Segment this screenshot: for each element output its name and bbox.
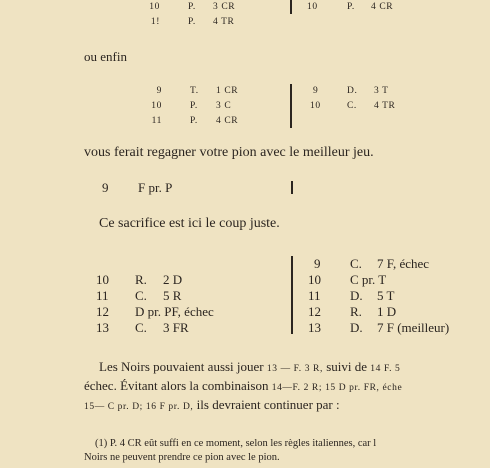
column-divider — [291, 181, 293, 194]
move-number: 10 — [151, 101, 162, 111]
move-square: 7 F, échec — [377, 256, 430, 271]
move-square: 4 TR — [374, 101, 396, 111]
move-piece: C. — [350, 256, 362, 271]
move-square: 3 FR — [163, 320, 189, 335]
move-square: 4 CR — [371, 2, 394, 12]
move-piece: P. — [190, 101, 198, 111]
move-square: 7 F (meilleur) — [377, 320, 450, 335]
move-number: 12 — [308, 304, 321, 319]
move-square: 4 TR — [213, 17, 235, 27]
move-piece: P. — [190, 116, 198, 126]
paragraph-line — [84, 397, 340, 413]
move-number: 10 — [307, 2, 318, 12]
paragraph-line — [99, 359, 400, 375]
move-number: 11 — [308, 288, 321, 303]
text-ou-enfin: ou enfin — [84, 49, 127, 64]
paragraph-notation: 13 — F. 3 R, — [266, 364, 323, 374]
move-number: 10 — [149, 2, 160, 12]
paragraph-text: ils devraient continuer par : — [193, 397, 340, 412]
move-piece: R. — [135, 272, 147, 287]
move-piece: C. — [135, 320, 147, 335]
column-divider — [290, 84, 292, 128]
column-divider — [290, 0, 292, 14]
move-piece: D. — [350, 288, 363, 303]
move-piece: T. — [190, 86, 199, 96]
move-number: 13 — [308, 320, 321, 335]
move-piece: D. — [350, 320, 363, 335]
move-number: 10 — [96, 272, 109, 287]
move-number: 9 — [314, 256, 321, 271]
paragraph-notation: 14 F. 5 — [370, 364, 401, 374]
move-piece: D. — [347, 86, 358, 96]
move-square: 2 D — [163, 272, 183, 287]
paragraph-text: échec. Évitant alors la combinaison — [84, 378, 272, 393]
move-number: 9 — [102, 180, 109, 195]
move-square: 5 R — [163, 288, 182, 303]
footnote-line: (1) P. 4 CR eût suffi en ce moment, selon les règles italiennes, car l — [95, 438, 377, 449]
move-square: 3 C — [216, 101, 232, 111]
move-number: 12 — [96, 304, 109, 319]
column-divider — [291, 256, 293, 334]
paragraph-notation: 15— C pr. D; 16 F pr. D, — [84, 402, 194, 412]
move-piece: C. — [347, 101, 357, 111]
move-square: 3 T — [374, 86, 389, 96]
move-piece: D pr. PF, échec — [135, 304, 214, 319]
move-number: 13 — [96, 320, 109, 335]
text-paragraph: Ce sacrifice est ici le coup juste. — [99, 216, 280, 231]
paragraph-line — [84, 378, 402, 394]
move-number: 9 — [156, 86, 162, 96]
move-piece: P. — [188, 17, 196, 27]
move-number: 9 — [313, 86, 319, 96]
paragraph-notation: 14—F. 2 R; 15 D pr. FR, éche — [271, 383, 403, 393]
text-paragraph: vous ferait regagner votre pion avec le meilleur jeu. — [84, 145, 374, 160]
move-square: 1 CR — [216, 86, 239, 96]
paragraph-text: suivi de — [322, 359, 371, 374]
move-piece: R. — [350, 304, 362, 319]
paragraph-text: Les Noirs pouvaient aussi jouer — [99, 359, 267, 374]
move-piece: P. — [347, 2, 355, 12]
move-square: 3 CR — [213, 2, 236, 12]
move-text: F pr. P — [138, 180, 173, 195]
move-number: 10 — [310, 101, 321, 111]
move-piece: P. — [188, 2, 196, 12]
move-number: 11 — [151, 116, 162, 126]
move-number: 11 — [96, 288, 109, 303]
move-piece: C pr. T — [350, 272, 387, 287]
footnote-line: Noirs ne peuvent prendre ce pion avec le pion. — [84, 452, 280, 463]
move-square: 5 T — [377, 288, 395, 303]
move-square: 4 CR — [216, 116, 239, 126]
move-piece: C. — [135, 288, 147, 303]
move-square: 1 D — [377, 304, 397, 319]
move-number: 10 — [308, 272, 321, 287]
move-number: 1! — [150, 17, 160, 27]
